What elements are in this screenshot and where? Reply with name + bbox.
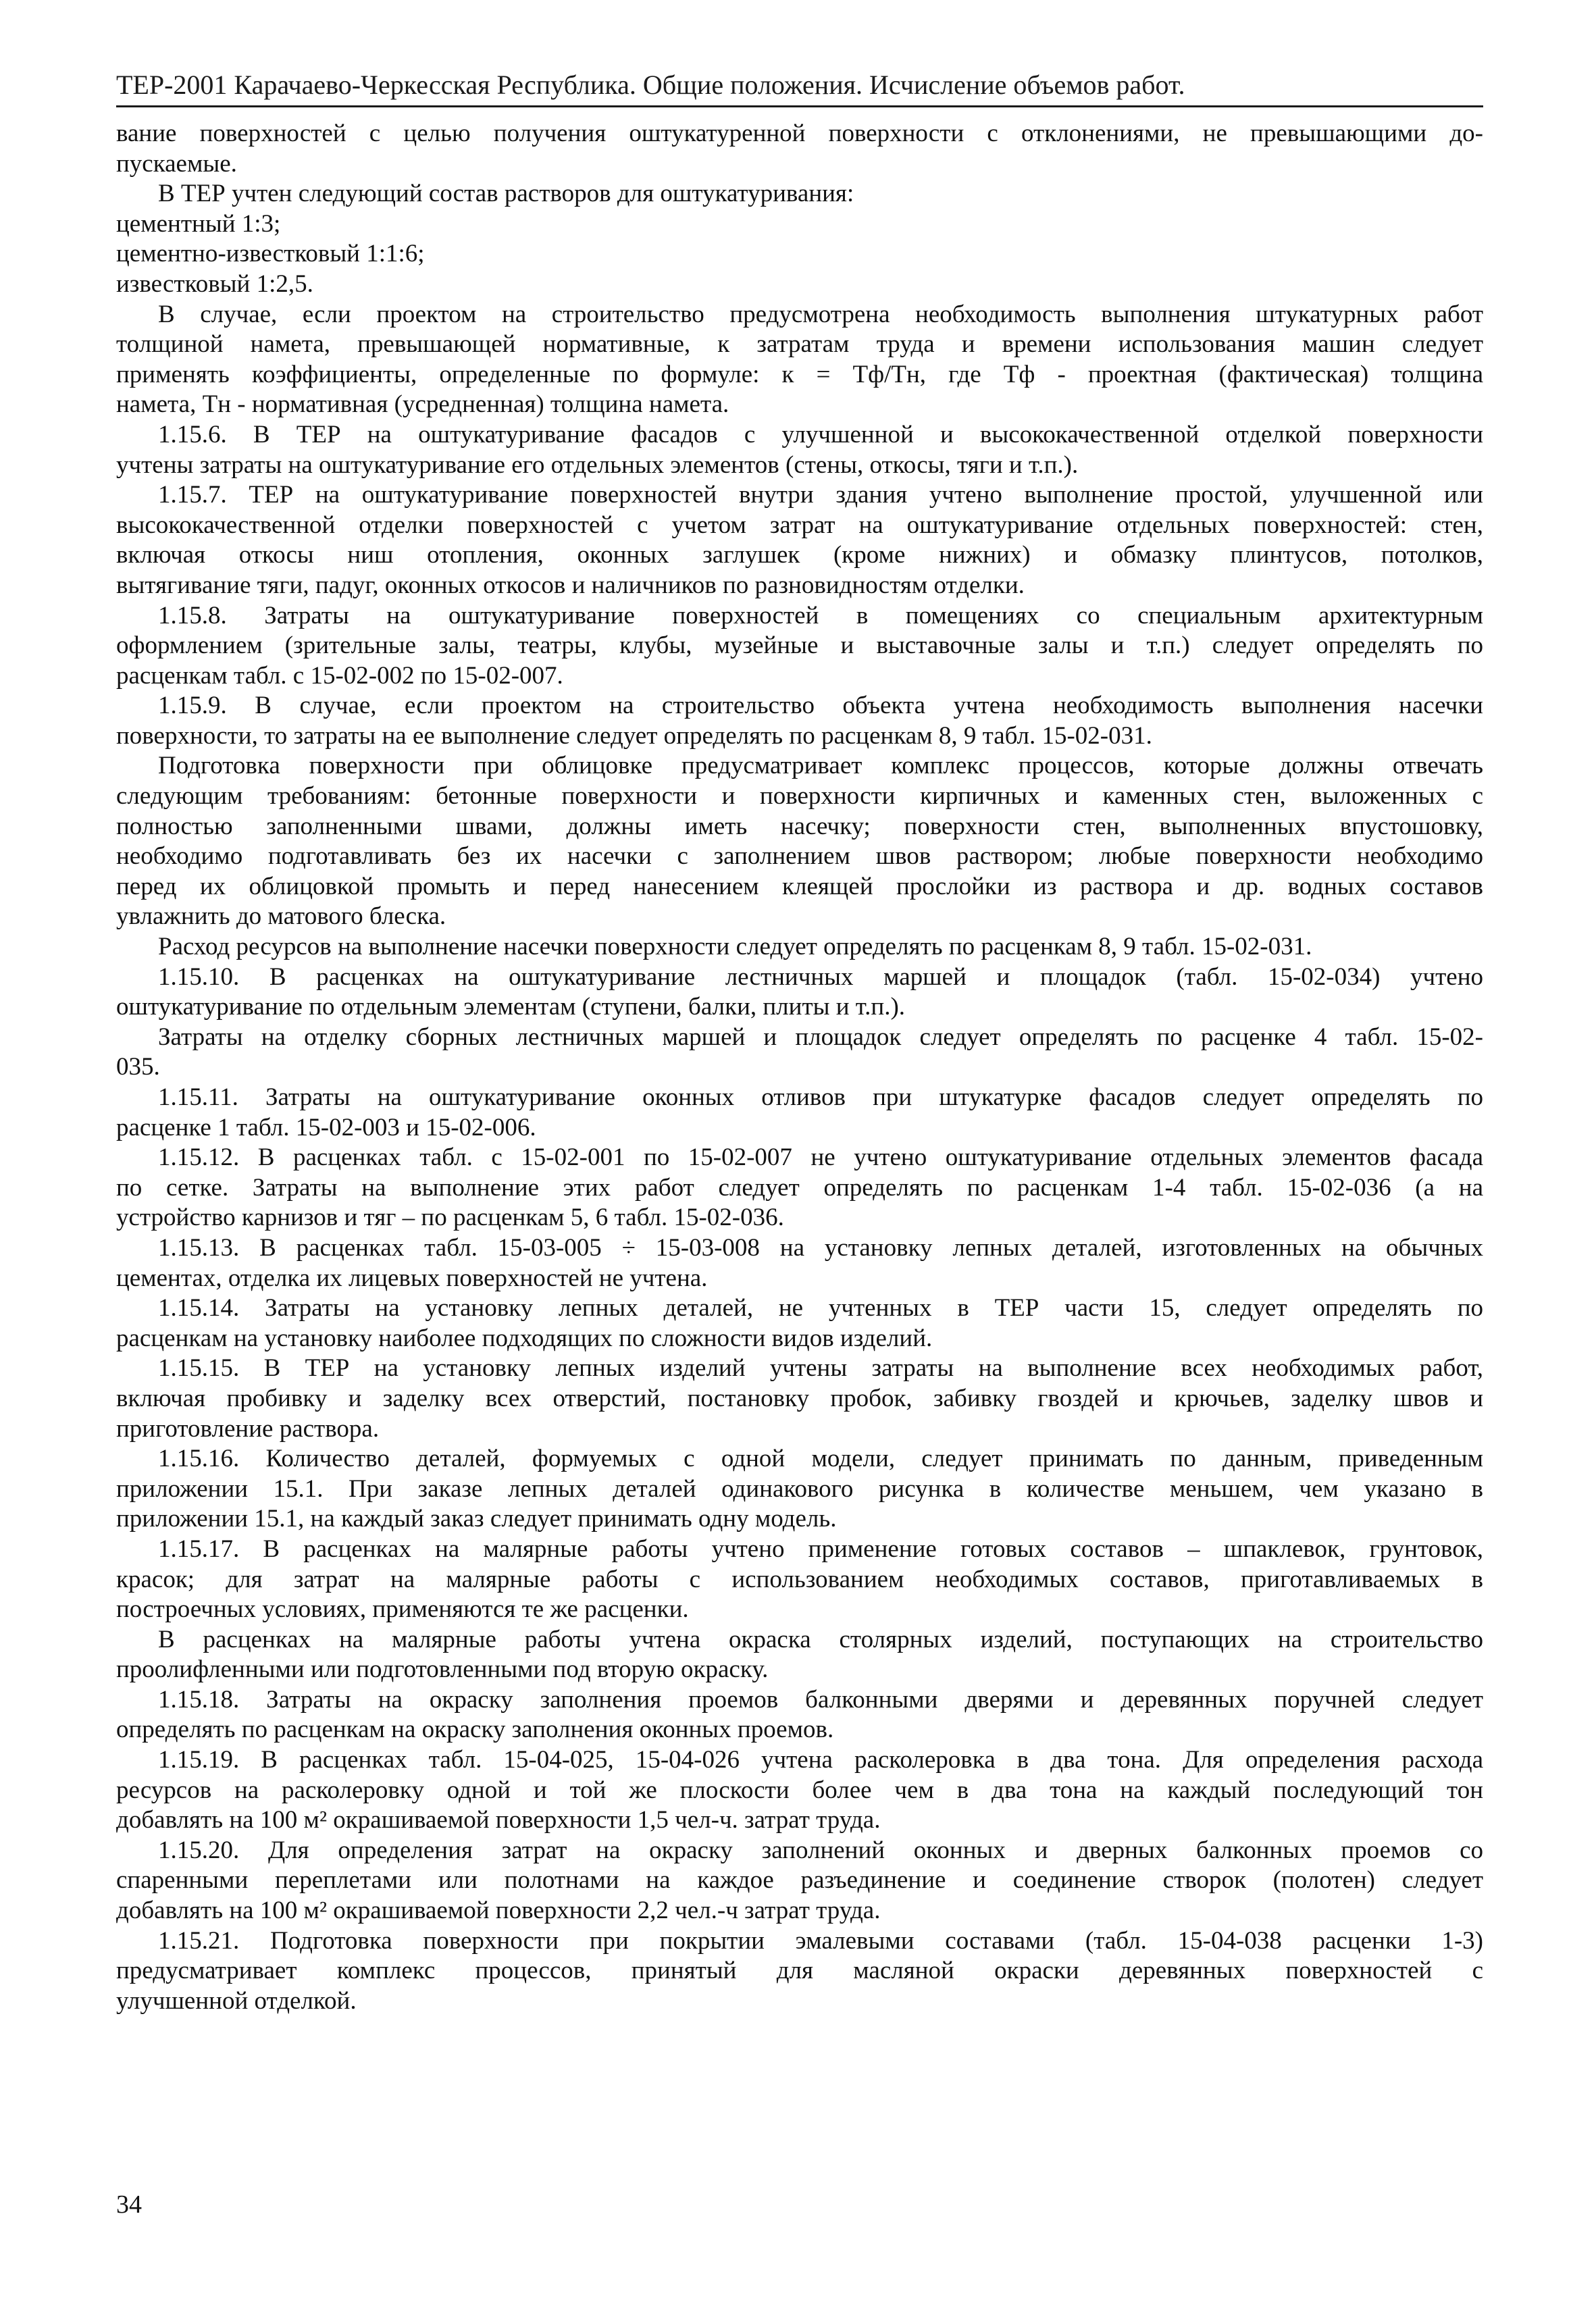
text-line: 1.15.8. Затраты на оштукатуривание поверхностей в помещениях со специальным архитектурным xyxy=(158,601,1483,629)
text-line: 035. xyxy=(116,1053,160,1081)
text-line: расценке 1 табл. 15-02-003 и 15-02-006. xyxy=(116,1113,536,1141)
text-line: оформлением (зрительные залы, театры, клубы, музейные и выставочные залы и т.п.) следует определять по xyxy=(116,632,1483,660)
text-line: включая пробивку и заделку всех отверстий, постановку пробок, забивку гвоздей и крючьев, заделку швов и xyxy=(116,1384,1483,1412)
text-line: приложении 15.1, на каждый заказ следует принимать одну модель. xyxy=(116,1505,837,1533)
text-line: спаренными переплетами или полотнами на каждое разъединение и соединение створок (полотен) следует xyxy=(116,1866,1483,1895)
text-line: В расценках на малярные работы учтена окраска столярных изделий, поступающих на строительство xyxy=(158,1625,1483,1653)
text-line: следующим требованиям: бетонные поверхности и поверхности кирпичных и каменных стен, выложенных с xyxy=(116,782,1483,811)
text-line: Подготовка поверхности при облицовке предусматривает комплекс процессов, которые должны отвечать xyxy=(158,752,1483,780)
text-line: 1.15.13. В расценках табл. 15-03-005 ÷ 15-03-008 на установку лепных деталей, изготовленных на обычных xyxy=(158,1233,1483,1262)
text-line: 1.15.6. В ТЕР на оштукатуривание фасадов с улучшенной и высококачественной отделкой поверхности xyxy=(158,420,1483,448)
text-line: учтены затраты на оштукатуривание его отдельных элементов (стены, откосы, тяги и т.п.). xyxy=(116,451,1079,479)
text-line: Расход ресурсов на выполнение насечки поверхности следует определять по расценкам 8, 9 табл. 15-02-031. xyxy=(158,933,1312,961)
text-line: красок; для затрат на малярные работы с использованием необходимых составов, приготавливаемых в xyxy=(116,1565,1483,1593)
text-line: добавлять на 100 м² окрашиваемой поверхности 1,5 чел-ч. затрат труда. xyxy=(116,1806,881,1834)
text-line: цементах, отделка их лицевых поверхностей не учтена. xyxy=(116,1264,708,1292)
text-line: включая откосы ниш отопления, оконных заглушек (кроме нижних) и обмазку плинтусов, потолков, xyxy=(116,541,1483,569)
text-line: Затраты на отделку сборных лестничных маршей и площадок следует определять по расценке 4 табл. 15-02- xyxy=(158,1023,1483,1051)
text-line: предусматривает комплекс процессов, принятый для масляной окраски деревянных поверхностей с xyxy=(116,1957,1483,1985)
text-line: 1.15.12. В расценках табл. с 15-02-001 по 15-02-007 не учтено оштукатуривание отдельных элементов фасада xyxy=(158,1143,1483,1172)
text-line: 1.15.19. В расценках табл. 15-04-025, 15-04-026 учтена расколеровка в два тона. Для определения расхода xyxy=(158,1746,1483,1774)
text-line: необходимо подготавливать без их насечки с заполнением швов раствором; любые поверхности необходимо xyxy=(116,842,1483,871)
text-line: 1.15.14. Затраты на установку лепных деталей, не учтенных в ТЕР части 15, следует определять по xyxy=(158,1294,1483,1322)
text-line: 1.15.9. В случае, если проектом на строительство объекта учтена необходимость выполнения насечки xyxy=(158,692,1483,720)
text-line: В ТЕР учтен следующий состав растворов для оштукатуривания: xyxy=(158,180,854,208)
text-line: добавлять на 100 м² окрашиваемой поверхности 2,2 чел.-ч затрат труда. xyxy=(116,1897,881,1925)
text-line: известковый 1:2,5. xyxy=(116,269,313,298)
text-line: проолифленными или подготовленными под вторую окраску. xyxy=(116,1655,769,1684)
text-line: В случае, если проектом на строительство предусмотрена необходимость выполнения штукатурных работ xyxy=(158,300,1483,328)
page-number: 34 xyxy=(116,2190,142,2219)
text-line: толщиной намета, превышающей нормативные, к затратам труда и времени использования машин следует xyxy=(116,330,1483,359)
text-line: 1.15.15. В ТЕР на установку лепных изделий учтены затраты на выполнение всех необходимых работ, xyxy=(158,1354,1483,1383)
text-line: оштукатуривание по отдельным элементам (ступени, балки, плиты и т.п.). xyxy=(116,993,906,1021)
text-line: цементно-известковый 1:1:6; xyxy=(116,240,425,268)
text-line: поверхности, то затраты на ее выполнение следует определять по расценкам 8, 9 табл. 15-02-031. xyxy=(116,721,1152,750)
text-line: приложении 15.1. При заказе лепных деталей одинакового рисунка в количестве меньшем, чем указано в xyxy=(116,1474,1483,1503)
text-line: полностью заполненными швами, должны иметь насечку; поверхности стен, выполненных впустошовку, xyxy=(116,812,1483,840)
text-line: применять коэффициенты, определенные по формуле: к = Тф/Тн, где Тф - проектная (фактическая) толщина xyxy=(116,360,1483,388)
text-line: 1.15.18. Затраты на окраску заполнения проемов балконными дверями и деревянных поручней следует xyxy=(158,1685,1483,1714)
text-line: цементный 1:3; xyxy=(116,209,281,238)
text-line: построечных условиях, применяются те же расценки. xyxy=(116,1595,689,1624)
text-line: 1.15.21. Подготовка поверхности при покрытии эмалевыми составами (табл. 15-04-038 расценки 1-3) xyxy=(158,1926,1483,1955)
text-line: расценкам на установку наиболее подходящих по сложности видов изделий. xyxy=(116,1324,933,1352)
text-line: 1.15.16. Количество деталей, формуемых с одной модели, следует принимать по данным, приведенным xyxy=(158,1445,1483,1473)
text-line: пускаемые. xyxy=(116,149,237,178)
text-line: устройство карнизов и тяг – по расценкам 5, 6 табл. 15-02-036. xyxy=(116,1204,784,1232)
text-line: улучшенной отделкой. xyxy=(116,1986,357,2015)
text-line: ресурсов на расколеровку одной и той же плоскости более чем в два тона на каждый последующий тон xyxy=(116,1776,1483,1804)
text-line: 1.15.17. В расценках на малярные работы учтено применение готовых составов – шпаклевок, грунтовок, xyxy=(158,1535,1483,1563)
body-text xyxy=(116,119,1483,2016)
text-line: перед их облицовкой промыть и перед нанесением клеящей прослойки из раствора и др. водных составов xyxy=(116,872,1483,900)
text-line: вание поверхностей с целью получения оштукатуренной поверхности с отклонениями, не превышающими до- xyxy=(116,120,1483,147)
running-header: ТЕР-2001 Карачаево-Черкесская Республика. Общие положения. Исчисление объемов работ. xyxy=(116,70,1185,100)
text-line: вытягивание тяги, падуг, оконных откосов и наличников по разновидностям отделки. xyxy=(116,571,1025,599)
text-line: приготовление раствора. xyxy=(116,1414,380,1443)
text-line: 1.15.10. В расценках на оштукатуривание лестничных маршей и площадок (табл. 15-02-034) учтено xyxy=(158,962,1483,991)
text-line: 1.15.20. Для определения затрат на окраску заполнений оконных и дверных балконных проемов со xyxy=(158,1836,1483,1864)
text-line: намета, Тн - нормативная (усредненная) толщина намета. xyxy=(116,390,729,419)
text-line: определять по расценкам на окраску заполнения оконных проемов. xyxy=(116,1716,834,1744)
text-line: увлажнить до матового блеска. xyxy=(116,902,446,931)
text-line: высококачественной отделки поверхностей с учетом затрат на оштукатуривание отдельных поверхностей: стен, xyxy=(116,511,1483,539)
text-line: 1.15.7. ТЕР на оштукатуривание поверхностей внутри здания учтено выполнение простой, улучшенной или xyxy=(158,481,1483,509)
text-line: 1.15.11. Затраты на оштукатуривание оконных отливов при штукатурке фасадов следует определять по xyxy=(158,1083,1483,1111)
header-rule xyxy=(116,105,1483,107)
text-line: расценкам табл. с 15-02-002 по 15-02-007. xyxy=(116,661,563,690)
text-line: по сетке. Затраты на выполнение этих работ следует определять по расценкам 1-4 табл. 15-02-036 (а на xyxy=(116,1173,1483,1202)
